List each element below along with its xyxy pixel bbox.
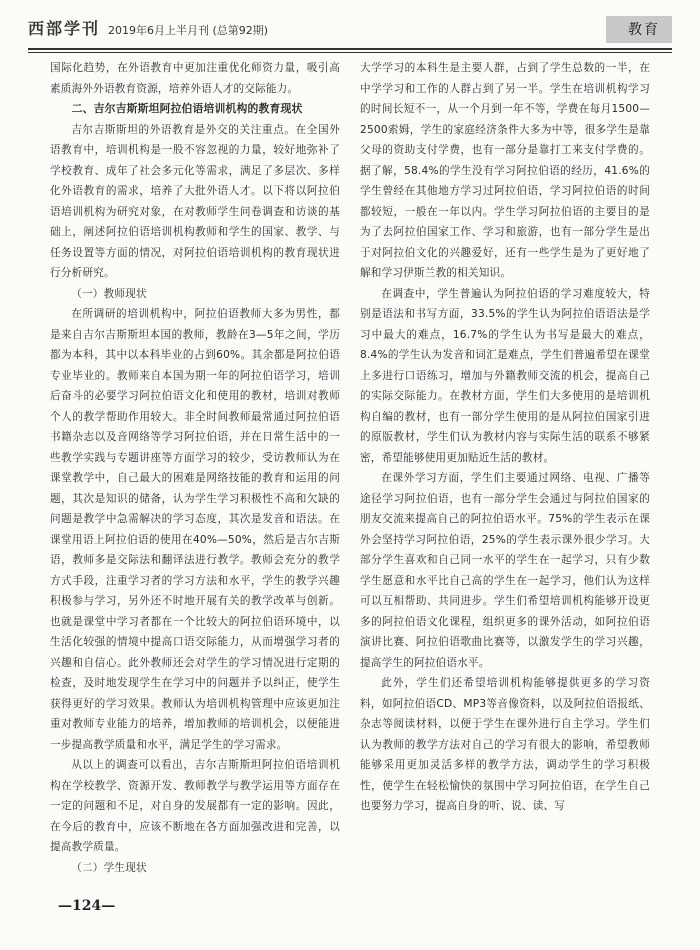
paragraph: 大学学习的本科生是主要人群，占到了学生总数的一半，在中学学习和工作的人群占到了另一半。学生在培训机构学习的时间长短不一，从一个月到一年不等，学费在每月1500—2500索姆，学生的家庭经济条件大多为中等，很多学生是靠父母的资助支付学费，也有一部分是靠打工来支付学费的。据了解，58.4%的学生没有学习阿拉伯语的经历，41.6%的学生曾经在其他地方学习过阿拉伯语，学习阿拉伯语的时间都较短，一般在一年以内。学生学习阿拉伯语的主要目的是为了去阿拉伯国家工作、学习和旅游，也有一部分学生是出于对阿拉伯文化的兴趣爱好，还有一些学生是为了更好地了解和学习伊斯兰教的相关知识。 bbox=[360, 62, 650, 279]
journal-name: 西部学刊 bbox=[28, 19, 101, 38]
page-number: —124— bbox=[58, 898, 116, 914]
paragraph: 吉尔吉斯斯坦的外语教育是外交的关注重点。在全国外语教育中，培训机构是一股不容忽视的力量，较好地弥补了学校教育、成年了社会多元化等需求，满足了多层次、多样化外语教育的需求，培养了大批外语人才。以下将以阿拉伯语培训机构为研究对象，在对教师学生问卷调查和访谈的基础上，阐述阿拉伯语培训机构教师和学生的国家、教学、与任务设置等方面的情况，对阿拉伯语培训机构的教育现状进行分析研究。 bbox=[50, 123, 340, 279]
paragraph: 在调查中，学生普遍认为阿拉伯语的学习难度较大，特别是语法和书写方面，33.5%的学生认为阿拉伯语语法是学习中最大的难点，16.7%的学生认为书写是最大的难点，8.4%的学生认为发音和词汇是难点，学生们普遍希望在课堂上多进行口语练习，增加与外籍教师交流的机会，提高自己的实际交际能力。在教材方面，学生们大多使用的是培训机构自编的教材，也有一部分学生使用的是从阿拉伯国家引进的原版教材，学生们认为教材内容与实际生活的联系不够紧密，希望能够使用更加贴近生活的教材。 bbox=[360, 287, 650, 464]
paragraph bbox=[50, 878, 340, 880]
paragraph: 在课外学习方面，学生们主要通过网络、电视、广播等途径学习阿拉伯语，也有一部分学生会通过与阿拉伯国家的朋友交流来提高自己的阿拉伯语水平。75%的学生表示在课外会坚持学习阿拉伯语，25%的学生表示课外很少学习。大部分学生喜欢和自己同一水平的学生在一起学习，只有少数学生愿意和水平比自己高的学生在一起学习，他们认为这样可以互相帮助、共同进步。学生们希望培训机构能够开设更多的阿拉伯语文化课程，组织更多的课外活动，如阿拉伯语演讲比赛、阿拉伯语歌曲比赛等，以激发学生的学习兴趣，提高学生的阿拉伯语水平。 bbox=[360, 472, 650, 669]
section-heading: （二）学生现状 bbox=[71, 861, 147, 874]
issue-info: 2019年6月上半月刊 (总第92期) bbox=[108, 24, 269, 37]
left-column bbox=[50, 58, 340, 880]
header-left bbox=[28, 16, 268, 46]
right-column bbox=[360, 58, 650, 880]
page-header bbox=[28, 6, 672, 46]
paragraph: 在所调研的培训机构中，阿拉伯语教师大多为男性，都是来自吉尔吉斯斯坦本国的教师，教龄在3—5年之间，学历都为本科，其中以本科毕业的占到60%。其余都是阿拉伯语专业毕业的。教师来自本国为期一年的阿拉伯语学习，培训后奋斗的必要学习阿拉伯语文化和使用的教材，培训对教师个人的教学帮助作用较大。非全时间教师最常通过阿拉伯语书籍杂志以及音网络等学习阿拉伯语，并在日常生活中的一些教学实践与专题讲座等方面学习的较少，受访教师认为在课堂教学中，自己最大的困难是网络技能的教育和运用的问题，其次是知识的储备，认为学生学习积极性不高和欠缺的问题是教学中急需解决的学习态度，其次是发音和语法。在课堂用语上阿拉伯语的使用在40%—50%，然后是吉尔吉斯语，教师多是交际法和翻译法进行教学。教师会充分的教学方式手段，注重学习者的学习方法和水平，学生的教学兴趣积极参与学习，另外还不时地开展有关的教学改革与创新。也就是课堂中学习者都在一个比较大的阿拉伯语环境中，以生活化较强的情境中提高口语交际能力，从而增强学习者的兴趣和自信心。此外教师还会对学生的学习情况进行定期的检查，及时地发现学生在学习中的问题并予以纠正，使学生获得更好的学习效果。教师认为培训机构管理中应该更加注重对教师专业能力的培养，增加教师的培训机会，以便能进一步提高教学质量和水平，满足学生的学习需求。 bbox=[50, 308, 340, 751]
section-heading: 二、吉尔吉斯斯坦阿拉伯语培训机构的教育现状 bbox=[71, 102, 303, 115]
section-tag: 教育 bbox=[606, 16, 672, 43]
header-rule bbox=[28, 48, 672, 53]
paragraph: 国际化趋势，在外语教育中更加注重优化师资力量，吸引高素质海外外语教育资源，培养外语人才的交际能力。 bbox=[50, 62, 340, 95]
article-body bbox=[50, 58, 650, 880]
section-heading: （一）教师现状 bbox=[71, 287, 147, 300]
paragraph: 从以上的调查可以看出，吉尔吉斯斯坦阿拉伯语培训机构在学校教学、资源开发、教师教学与教学运用等方面存在一定的问题和不足，对自身的发展都有一定的影响。因此，在今后的教育中，应该不断地在各方面加强改进和完善，以提高教学质量。 bbox=[50, 759, 340, 853]
paragraph: 此外，学生们还希望培训机构能够提供更多的学习资料，如阿拉伯语CD、MP3等音像资料，以及阿拉伯语报纸、杂志等阅读材料，以便于学生在课外进行自主学习。学生们认为教师的教学方法对自己的学习有很大的影响，希望教师能够采用更加灵活多样的教学方法，调动学生的学习积极性，使学生在轻松愉快的氛围中学习阿拉伯语，在学生自己也要努力学习，提高自身的听、说、读、写 bbox=[360, 677, 650, 812]
